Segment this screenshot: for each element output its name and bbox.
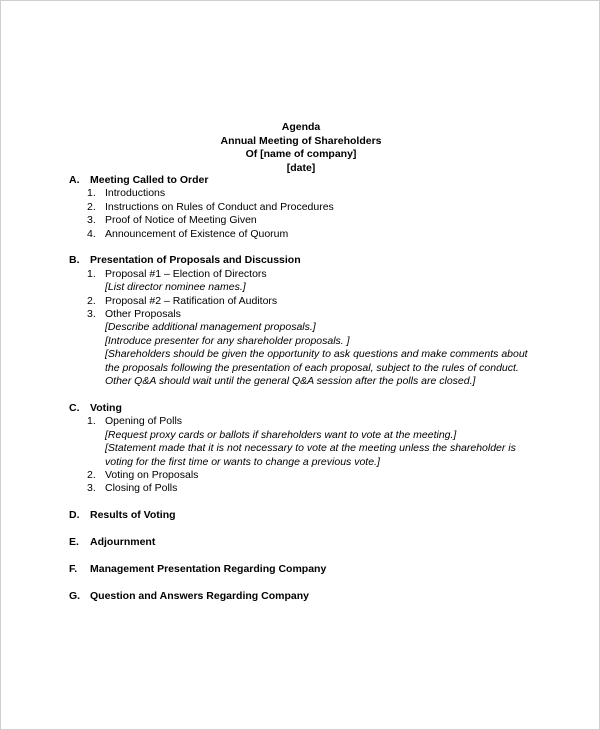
item-text: Proof of Notice of Meeting Given: [105, 214, 257, 227]
item-number: 1.: [87, 267, 96, 280]
item-note: [Request proxy cards or ballots if shareholders want to vote at the meeting.]: [105, 428, 457, 441]
section-letter: D.: [69, 509, 80, 522]
agenda-item: [1, 187, 600, 200]
item-number: 2.: [87, 468, 96, 481]
item-number: 1.: [87, 187, 96, 200]
section-title: Results of Voting: [90, 509, 176, 522]
section-heading: [1, 254, 600, 267]
section-letter: B.: [69, 254, 80, 267]
section-letter: F.: [69, 563, 78, 576]
item-text: Other Proposals: [105, 308, 181, 321]
section-c: [1, 402, 600, 496]
agenda-item: [1, 201, 600, 214]
item-number: 3.: [87, 214, 96, 227]
item-note: [Shareholders should be given the opportunity to ask questions and make comments about the proposals following the presentation of each proposal, subject to the rules of conduct. Other Q&A should wait until the general Q&A session after the polls are closed.]: [105, 348, 528, 388]
item-note: [Introduce presenter for any shareholder proposals. ]: [105, 334, 350, 347]
section-title: Presentation of Proposals and Discussion: [90, 254, 301, 267]
agenda-item: [1, 415, 600, 469]
section-b: [1, 254, 600, 388]
item-number: 3.: [87, 482, 96, 495]
agenda-item: [1, 482, 600, 495]
item-text: Proposal #2 – Ratification of Auditors: [105, 294, 278, 307]
section-heading: [1, 563, 600, 576]
item-number: 2.: [87, 200, 96, 213]
section-letter: E.: [69, 536, 79, 549]
item-text: Voting on Proposals: [105, 468, 199, 481]
section-e: [1, 536, 600, 549]
section-title: Adjournment: [90, 536, 156, 549]
company-name: Of [name of company]: [245, 148, 357, 160]
section-heading: [1, 536, 600, 549]
section-d: [1, 509, 600, 522]
agenda-header: [1, 121, 600, 175]
agenda-item: [1, 214, 600, 227]
item-note: [Statement made that it is not necessary to vote at the meeting unless the shareholder is voting for the first time or wants to change a previous vote.]: [105, 442, 516, 468]
agenda-item: [1, 308, 600, 388]
meeting-date: [date]: [286, 161, 316, 174]
section-letter: G.: [69, 589, 81, 602]
item-text: Announcement of Existence of Quorum: [105, 227, 289, 240]
item-text: Closing of Polls: [105, 482, 178, 495]
agenda-title: Agenda: [281, 121, 321, 133]
meeting-subtitle: Annual Meeting of Shareholders: [220, 134, 382, 147]
item-number: 4.: [87, 227, 96, 240]
section-letter: A.: [69, 174, 80, 186]
agenda-item: [1, 469, 600, 482]
item-note: [List director nominee names.]: [105, 281, 246, 294]
item-number: 3.: [87, 308, 96, 321]
item-note: [Describe additional management proposals.]: [105, 321, 316, 334]
agenda-item: [1, 268, 600, 295]
section-g: [1, 590, 600, 603]
agenda-body: [1, 174, 600, 617]
agenda-item: [1, 295, 600, 308]
item-text: Instructions on Rules of Conduct and Procedures: [105, 200, 334, 213]
item-number: 1.: [87, 415, 96, 428]
section-title: Meeting Called to Order: [90, 174, 209, 186]
item-text: Opening of Polls: [105, 415, 183, 428]
item-text: Introductions: [105, 187, 166, 200]
section-heading: [1, 509, 600, 522]
item-number: 2.: [87, 294, 96, 307]
section-letter: C.: [69, 401, 80, 414]
agenda-item: [1, 228, 600, 241]
section-title: Question and Answers Regarding Company: [90, 589, 309, 602]
item-text: Proposal #1 – Election of Directors: [105, 267, 267, 280]
section-title: Voting: [90, 401, 122, 414]
section-a: [1, 174, 600, 241]
section-heading: [1, 402, 600, 415]
section-heading: [1, 174, 600, 187]
section-title: Management Presentation Regarding Company: [90, 563, 327, 576]
section-heading: [1, 590, 600, 603]
section-f: [1, 563, 600, 576]
